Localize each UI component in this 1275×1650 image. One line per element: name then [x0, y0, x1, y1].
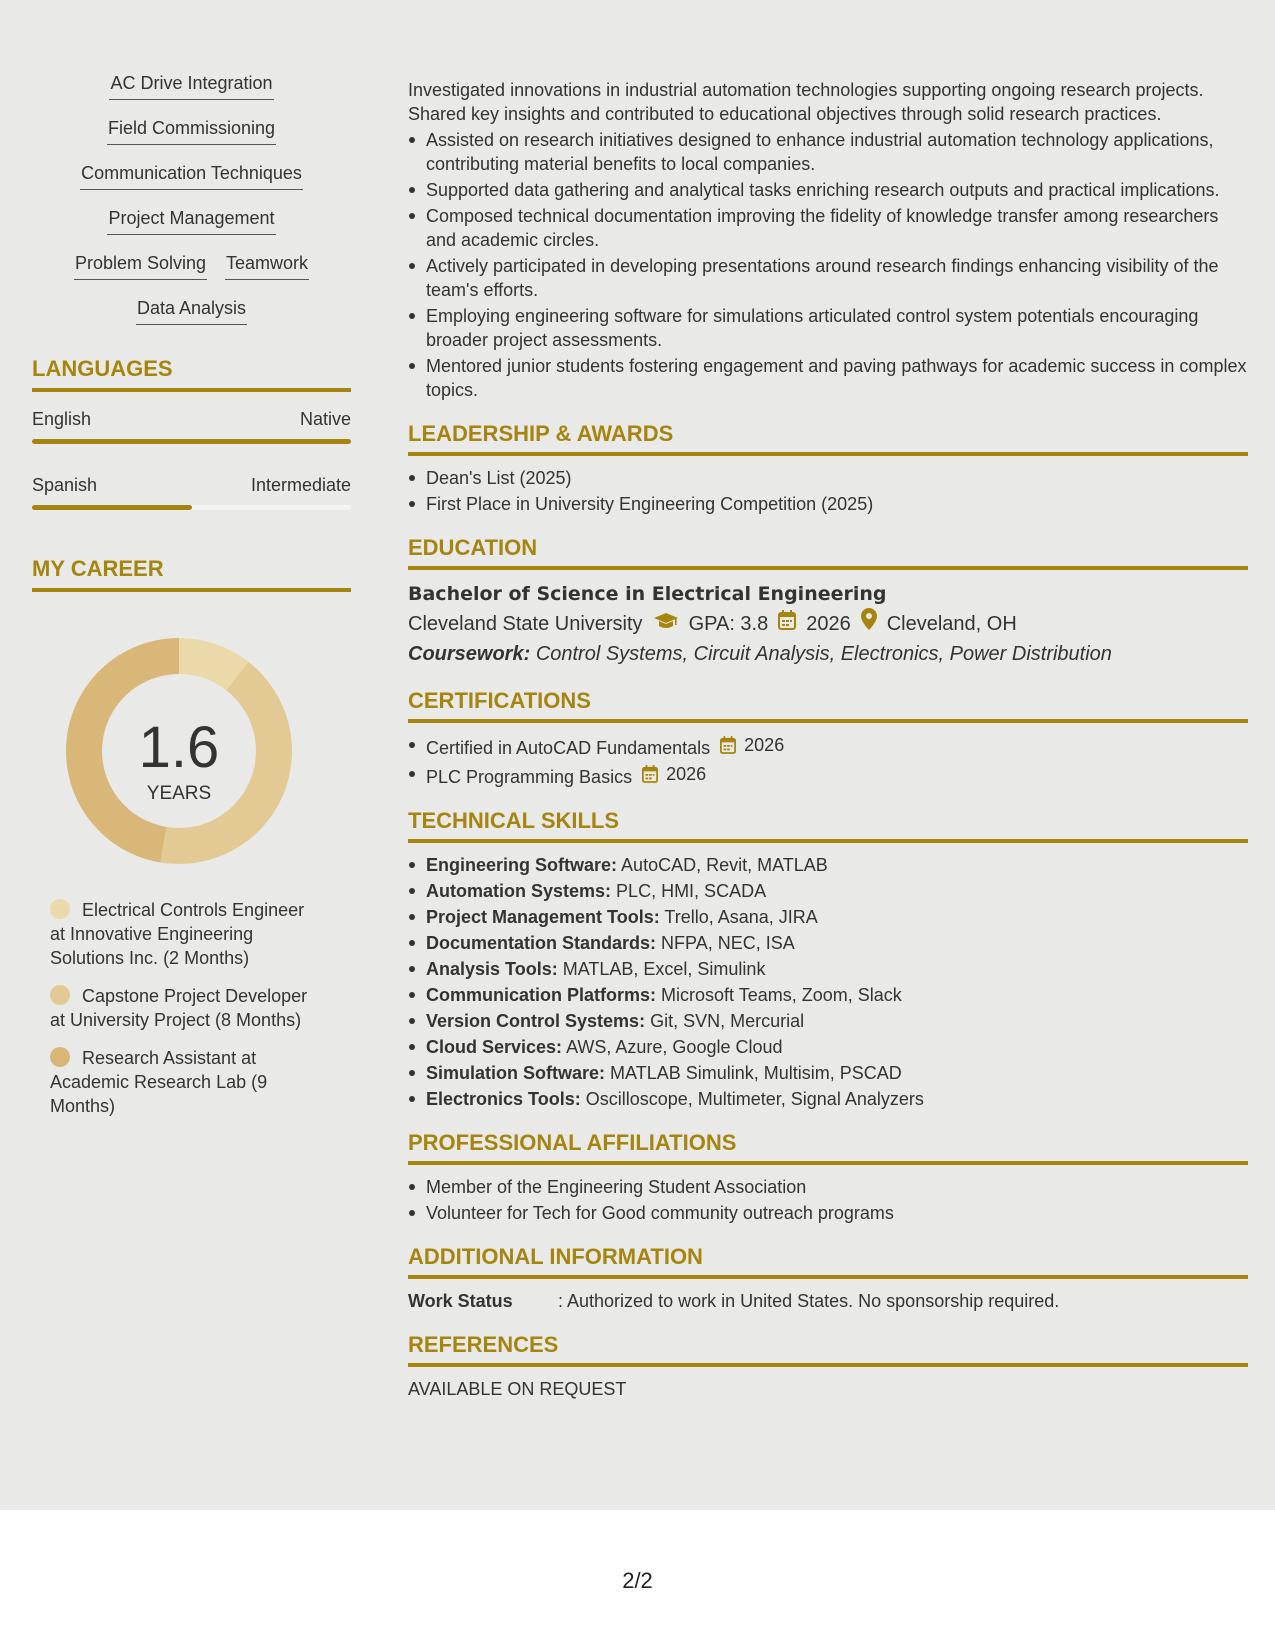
language-item: [32, 471, 351, 510]
work-status-row: [408, 1289, 1248, 1313]
technical-skill-value: Git, SVN, Mercurial: [650, 1011, 805, 1031]
skill-row: [32, 252, 351, 280]
language-row: [32, 405, 351, 433]
certification-item: [408, 762, 1248, 789]
skill-tags: [32, 72, 351, 325]
career-unit: YEARS: [146, 783, 212, 804]
certification-name: Certified in AutoCAD Fundamentals: [426, 738, 711, 758]
technical-skill-item: [408, 957, 1248, 981]
gpa: GPA: 3.8: [688, 612, 769, 635]
work-status-label: Work Status: [408, 1291, 513, 1311]
technical-skill-value: Oscilloscope, Multimeter, Signal Analyzers: [585, 1089, 924, 1109]
skill-tag: Communication Techniques: [80, 162, 303, 190]
technical-skill-label: Analysis Tools:: [426, 959, 558, 979]
technical-skill-item: [408, 1009, 1248, 1033]
certification-date: [720, 733, 784, 757]
skill-row: [32, 162, 351, 190]
legend-dot: [50, 899, 70, 919]
technical-skill-value: MATLAB, Excel, Simulink: [562, 959, 766, 979]
certification-year: 2026: [744, 735, 785, 755]
technical-skill-item: [408, 879, 1248, 903]
degree-title: Bachelor of Science in Electrical Engineering: [408, 583, 887, 605]
leadership-list: [408, 466, 1248, 516]
skill-tag: Data Analysis: [136, 297, 247, 325]
graduation-cap-icon: [653, 609, 679, 639]
language-level: Native: [299, 409, 351, 429]
technical-skill-label: Version Control Systems:: [426, 1011, 646, 1031]
references-text: AVAILABLE ON REQUEST: [408, 1379, 627, 1399]
language-item: [32, 405, 351, 444]
career-heading: MY CAREER: [32, 556, 351, 592]
school-location: Cleveland, OH: [886, 612, 1017, 635]
technical-skill-item: [408, 1035, 1248, 1059]
language-name: English: [32, 409, 92, 429]
page-number: 2/2: [622, 1568, 653, 1593]
technical-skill-label: Engineering Software:: [426, 855, 618, 875]
calendar-icon: [778, 609, 796, 639]
list-item: Employing engineering software for simulations articulated control system potentials encouraging broader project assessments.: [408, 304, 1248, 352]
language-proficiency-fill: [32, 505, 192, 510]
education-details: [408, 608, 1248, 639]
graduation-year: 2026: [806, 612, 851, 635]
career-legend-label: Electrical Controls Engineer at Innovative Engineering Solutions Inc. (2 Months): [50, 900, 305, 968]
technical-skill-label: Electronics Tools:: [426, 1089, 581, 1109]
career-legend-label: Research Assistant at Academic Research Lab (9 Months): [50, 1048, 268, 1116]
technical-skill-value: AutoCAD, Revit, MATLAB: [621, 855, 828, 875]
location-pin-icon: [861, 608, 877, 639]
leadership-heading: LEADERSHIP & AWARDS: [408, 420, 1248, 456]
skill-tag: Field Commissioning: [107, 117, 276, 145]
technical-skills-list: [408, 853, 1248, 1111]
skill-tag: Problem Solving: [74, 252, 207, 280]
language-proficiency-fill: [32, 439, 351, 444]
coursework: [408, 639, 1248, 669]
list-item: Dean's List (2025): [408, 466, 1248, 490]
technical-skills-heading: TECHNICAL SKILLS: [408, 807, 1248, 843]
language-level: Intermediate: [250, 475, 351, 495]
career-legend-item: [50, 1046, 320, 1118]
certification-name: PLC Programming Basics: [426, 767, 633, 787]
coursework-list: Control Systems, Circuit Analysis, Electronics, Power Distribution: [535, 643, 1112, 665]
work-status-value: : Authorized to work in United States. No sponsorship required.: [558, 1291, 1060, 1311]
coursework-label: Coursework:: [408, 643, 531, 665]
sidebar: [32, 72, 351, 1132]
legend-dot: [50, 985, 70, 1005]
technical-skill-value: NFPA, NEC, ISA: [661, 933, 795, 953]
career-donut-chart: [66, 638, 292, 864]
skill-tag: Project Management: [107, 207, 275, 235]
affiliations-list: [408, 1175, 1248, 1225]
calendar-icon: [642, 765, 662, 783]
technical-skill-label: Project Management Tools:: [426, 907, 660, 927]
technical-skill-label: Communication Platforms:: [426, 985, 657, 1005]
skill-row: [32, 297, 351, 325]
technical-skill-item: [408, 905, 1248, 929]
list-item: Actively participated in developing presentations around research findings enhancing visibility of the team's efforts.: [408, 254, 1248, 302]
technical-skill-label: Cloud Services:: [426, 1037, 563, 1057]
references-heading: REFERENCES: [408, 1331, 1248, 1367]
career-legend-item: [50, 984, 320, 1032]
main-content: [408, 78, 1248, 1401]
technical-skill-value: PLC, HMI, SCADA: [616, 881, 767, 901]
list-item: Supported data gathering and analytical tasks enriching research outputs and practical implications.: [408, 178, 1248, 202]
career-legend-item: [50, 898, 320, 970]
technical-skill-item: [408, 1061, 1248, 1085]
list-item: Mentored junior students fostering engagement and paving pathways for academic success in complex topics.: [408, 354, 1248, 402]
list-item: Assisted on research initiatives designed to enhance industrial automation technology applications, contributing material benefits to local companies.: [408, 128, 1248, 176]
donut-center: [66, 638, 292, 864]
languages-list: [32, 405, 351, 510]
list-item: Volunteer for Tech for Good community outreach programs: [408, 1201, 1248, 1225]
language-name: Spanish: [32, 475, 98, 495]
career-legend: [50, 898, 320, 1118]
technical-skill-item: [408, 983, 1248, 1007]
experience-intro: Investigated innovations in industrial automation technologies supporting ongoing research projects. Shared key insights and contributed to educational objectives through solid research practices.: [408, 80, 1204, 124]
certifications-list: [408, 733, 1248, 789]
technical-skill-value: AWS, Azure, Google Cloud: [566, 1037, 783, 1057]
technical-skill-item: [408, 931, 1248, 955]
certification-date: [642, 762, 706, 786]
technical-skill-label: Simulation Software:: [426, 1063, 606, 1083]
list-item: First Place in University Engineering Competition (2025): [408, 492, 1248, 516]
language-row: [32, 471, 351, 499]
experience-bullets: [408, 128, 1248, 402]
certification-year: 2026: [666, 764, 707, 784]
skill-row: [32, 117, 351, 145]
technical-skill-item: [408, 1087, 1248, 1111]
technical-skill-value: Trello, Asana, JIRA: [664, 907, 818, 927]
certifications-heading: CERTIFICATIONS: [408, 687, 1248, 723]
technical-skill-value: MATLAB Simulink, Multisim, PSCAD: [610, 1063, 902, 1083]
additional-info-heading: ADDITIONAL INFORMATION: [408, 1243, 1248, 1279]
languages-heading: LANGUAGES: [32, 356, 351, 392]
list-item: Composed technical documentation improving the fidelity of knowledge transfer among researchers and academic circles.: [408, 204, 1248, 252]
language-proficiency-bar: [32, 439, 351, 444]
technical-skill-item: [408, 853, 1248, 877]
legend-dot: [50, 1047, 70, 1067]
certification-item: [408, 733, 1248, 760]
language-proficiency-bar: [32, 505, 351, 510]
career-legend-label: Capstone Project Developer at University Project (8 Months): [50, 986, 308, 1030]
technical-skill-label: Automation Systems:: [426, 881, 612, 901]
skill-row: [32, 207, 351, 235]
list-item: Member of the Engineering Student Association: [408, 1175, 1248, 1199]
school-name: Cleveland State University: [408, 612, 643, 635]
career-total-years: 1.6: [138, 715, 220, 780]
education-heading: EDUCATION: [408, 534, 1248, 570]
technical-skill-value: Microsoft Teams, Zoom, Slack: [661, 985, 902, 1005]
technical-skill-label: Documentation Standards:: [426, 933, 657, 953]
skill-tag: Teamwork: [225, 252, 309, 280]
calendar-icon: [720, 736, 740, 754]
skill-tag: AC Drive Integration: [109, 72, 273, 100]
affiliations-heading: PROFESSIONAL AFFILIATIONS: [408, 1129, 1248, 1165]
skill-row: [32, 72, 351, 100]
